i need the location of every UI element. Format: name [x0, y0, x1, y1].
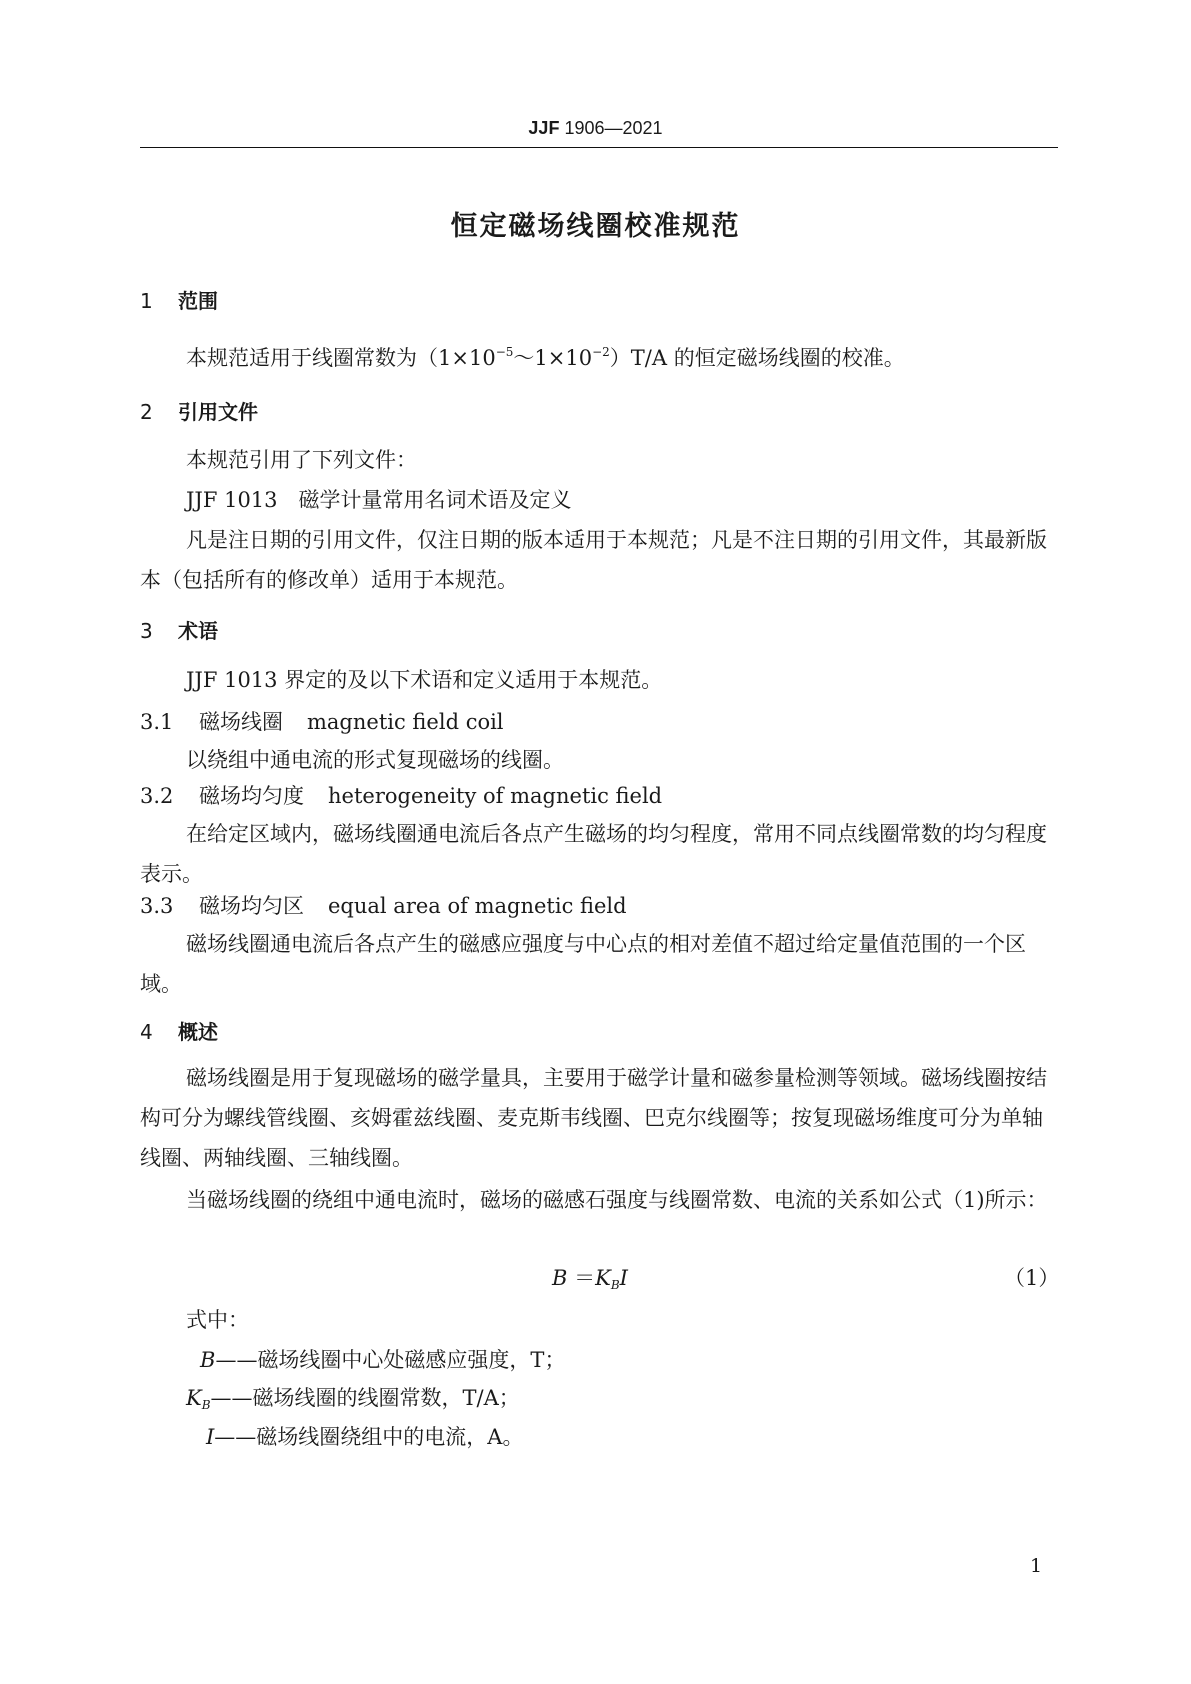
variable-b	[200, 1344, 565, 1374]
section-2-paragraph-1: 本规范引用了下列文件：	[186, 448, 417, 472]
exponent: −2	[592, 345, 610, 359]
section-4-heading	[140, 1016, 218, 1045]
section-number: 3	[140, 619, 153, 643]
variable-description: ——磁场线圈的线圈常数，T/A；	[210, 1386, 520, 1410]
section-3-intro: JJF 1013 界定的及以下术语和定义适用于本规范。	[186, 668, 663, 692]
where-label: 式中：	[186, 1308, 249, 1332]
text-run: ～1×10	[513, 346, 593, 370]
formula-equals: ＝	[574, 1266, 596, 1290]
section-number: 4	[140, 1020, 153, 1044]
text-run: 本规范适用于线圈常数为（1×10	[186, 346, 496, 370]
section-title: 术语	[178, 619, 218, 643]
header-std: JJF	[528, 118, 560, 138]
page-number: 1	[1030, 1555, 1043, 1577]
section-title: 概述	[178, 1020, 218, 1044]
term-number: 3.2	[140, 784, 174, 808]
header-code: 1906—2021	[564, 118, 663, 138]
header-rule	[140, 147, 1058, 148]
section-4-paragraph-1: 磁场线圈是用于复现磁场的磁学量具，主要用于磁学计量和磁参量检测等领域。磁场线圈按结构可分为螺线管线圈、亥姆霍兹线圈、麦克斯韦线圈、巴克尔线圈等；按复现磁场维度可分为单轴线圈、两轴线圈、三轴线圈。	[140, 1066, 1047, 1170]
section-4-paragraph-2: 当磁场线圈的绕组中通电流时，磁场的磁感石强度与线圈常数、电流的关系如公式（1)所示：	[186, 1188, 1048, 1212]
formula-subscript: B	[610, 1278, 620, 1292]
section-number: 1	[140, 289, 153, 313]
variable-description: ——磁场线圈中心处磁感应强度，T；	[215, 1348, 566, 1372]
formula-symbol: I	[619, 1266, 628, 1290]
term-en: magnetic field coil	[307, 710, 504, 734]
document-title: 恒定磁场线圈校准规范	[450, 211, 741, 242]
term-en: heterogeneity of magnetic field	[328, 784, 663, 808]
section-2-heading	[140, 396, 258, 425]
section-2-paragraph-2: 凡是注日期的引用文件，仅注日期的版本适用于本规范；凡是不注日期的引用文件，其最新版本（包括所有的修改单）适用于本规范。	[140, 528, 1047, 592]
section-3-heading	[140, 615, 218, 644]
variable-subscript: B	[201, 1398, 211, 1412]
exponent: −5	[495, 345, 514, 359]
reference-item: JJF 1013 磁学计量常用名词术语及定义	[186, 488, 572, 512]
term-3-3	[140, 890, 627, 920]
term-3-1-definition: 以绕组中通电流的形式复现磁场的线圈。	[186, 748, 564, 772]
variable-kb	[186, 1382, 520, 1412]
formula-symbol: K	[595, 1266, 611, 1290]
term-3-1	[140, 706, 504, 736]
text-run: ）T/A 的恒定磁场线圈的校准。	[609, 346, 905, 370]
formula-number: （1）	[1004, 1266, 1060, 1290]
term-3-2	[140, 780, 662, 810]
variable-description: ——磁场线圈绕组中的电流，A。	[214, 1425, 524, 1449]
term-zh: 磁场均匀度	[199, 784, 304, 808]
section-1-paragraph	[140, 332, 1058, 378]
formula-symbol: B	[552, 1266, 568, 1290]
term-3-3-definition: 磁场线圈通电流后各点产生的磁感应强度与中心点的相对差值不超过给定量值范围的一个区域。	[140, 932, 1026, 996]
section-number: 2	[140, 400, 153, 424]
section-1-heading	[140, 285, 218, 314]
variable-symbol: I	[206, 1425, 215, 1449]
variable-symbol: K	[186, 1386, 202, 1410]
section-title: 引用文件	[178, 400, 258, 424]
term-3-2-definition: 在给定区域内，磁场线圈通电流后各点产生磁场的均匀程度，常用不同点线圈常数的均匀程度表示。	[140, 822, 1047, 886]
section-title: 范围	[178, 289, 218, 313]
page-header	[0, 118, 1191, 139]
term-zh: 磁场线圈	[199, 710, 283, 734]
variable-symbol: B	[200, 1348, 216, 1372]
term-number: 3.3	[140, 894, 174, 918]
term-zh: 磁场均匀区	[199, 894, 304, 918]
term-number: 3.1	[140, 710, 174, 734]
formula	[552, 1262, 628, 1292]
variable-i	[206, 1421, 523, 1451]
term-en: equal area of magnetic field	[328, 894, 627, 918]
